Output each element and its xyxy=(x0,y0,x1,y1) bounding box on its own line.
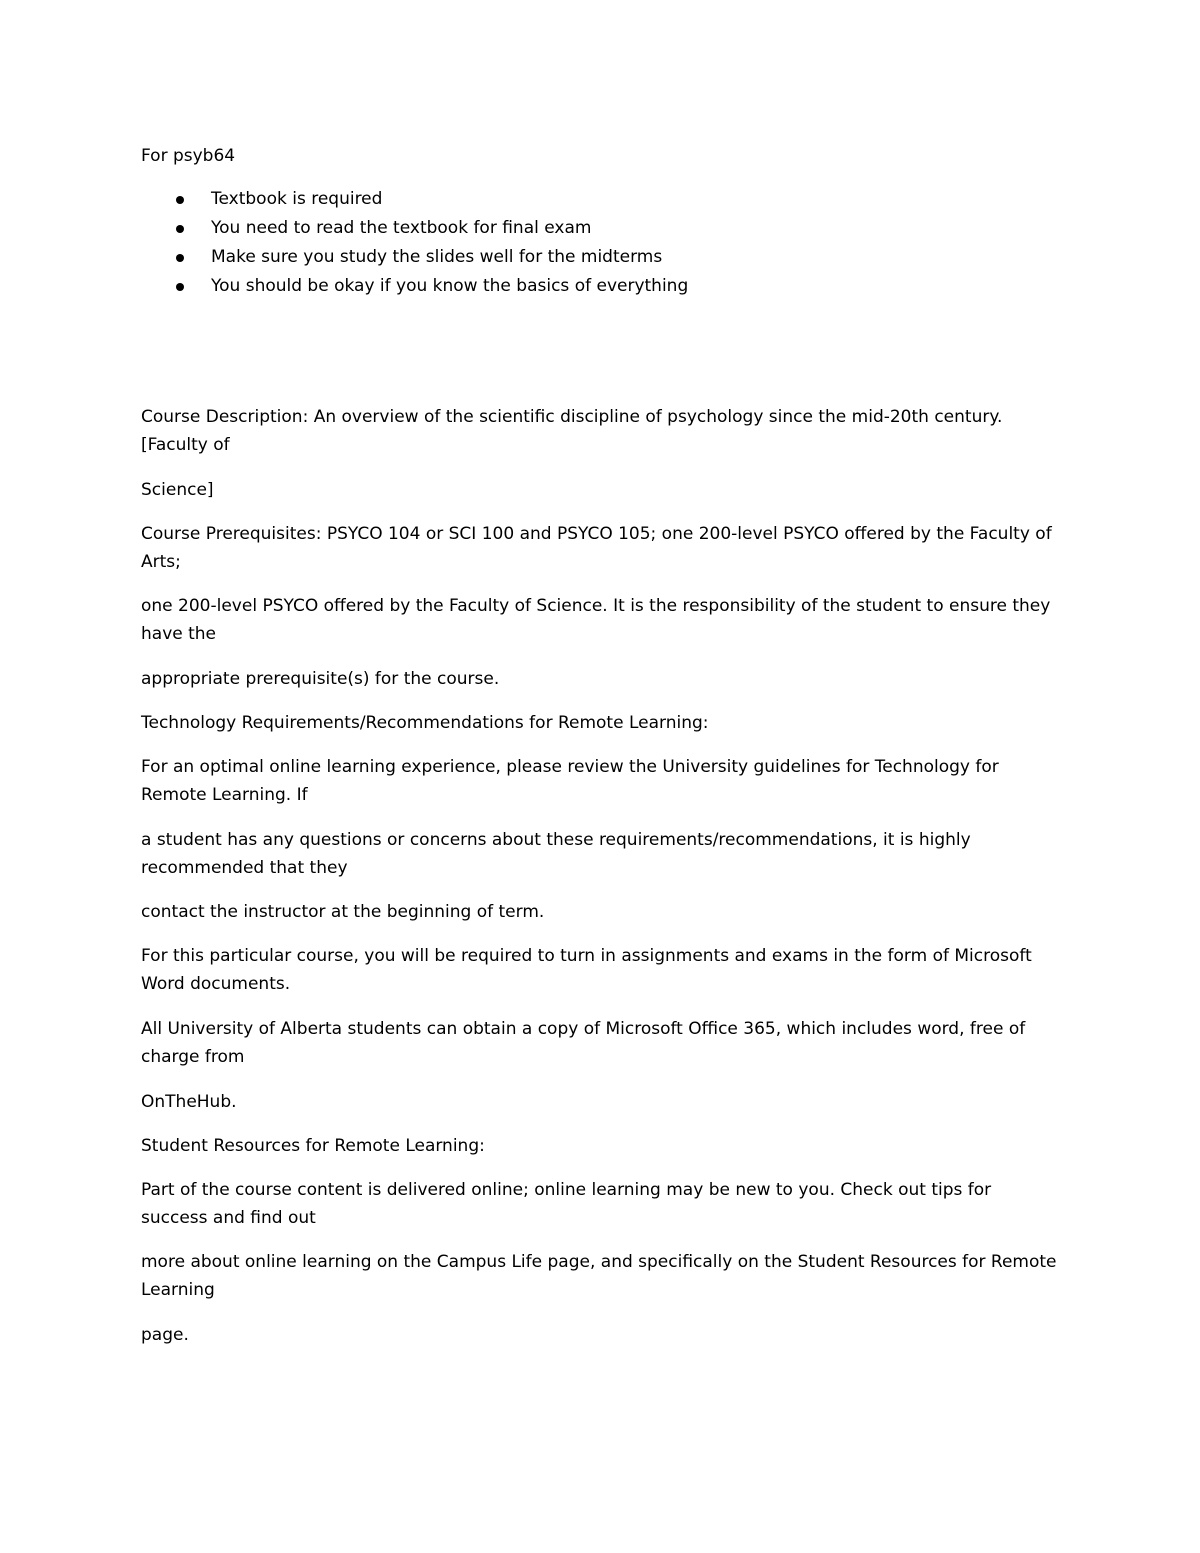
list-item xyxy=(141,185,1041,214)
list-item-text: You should be okay if you know the basics of everything xyxy=(211,276,689,296)
paragraph-prerequisites-continued: one 200-level PSYCO offered by the Faculty of Science. It is the responsibility of the student to ensure they have the xyxy=(141,596,1051,644)
list-item xyxy=(141,214,1041,243)
paragraph-prerequisites-end: appropriate prerequisite(s) for the course. xyxy=(141,669,500,689)
paragraph-faculty: Science] xyxy=(141,480,214,500)
paragraph-campus-life: more about online learning on the Campus Life page, and specifically on the Student Resources for Remote Learning xyxy=(141,1252,1057,1300)
paragraph-online-content: Part of the course content is delivered online; online learning may be new to you. Check out tips for success and find out xyxy=(141,1180,992,1228)
list-item-text: Make sure you study the slides well for the midterms xyxy=(211,247,663,267)
paragraph-technology-heading: Technology Requirements/Recommendations for Remote Learning: xyxy=(141,713,709,733)
list-item xyxy=(141,272,1041,301)
paragraph-word-documents: For this particular course, you will be required to turn in assignments and exams in the form of Microsoft Word documents. xyxy=(141,946,1032,994)
paragraph-technology-questions: a student has any questions or concerns about these requirements/recommendations, it is highly recommended that they xyxy=(141,830,971,878)
list-item xyxy=(141,243,1041,272)
document-heading: For psyb64 xyxy=(141,146,236,166)
paragraph-technology-guidelines: For an optimal online learning experience, please review the University guidelines for Technology for Remote Learning. If xyxy=(141,757,999,805)
paragraph-contact-instructor: contact the instructor at the beginning of term. xyxy=(141,902,545,922)
notes-bullet-list xyxy=(141,185,1041,301)
paragraph-office-365: All University of Alberta students can obtain a copy of Microsoft Office 365, which includes word, free of charge from xyxy=(141,1019,1026,1067)
list-item-text: Textbook is required xyxy=(211,189,383,209)
bullet-icon xyxy=(176,225,184,233)
paragraph-student-resources-heading: Student Resources for Remote Learning: xyxy=(141,1136,485,1156)
bullet-icon xyxy=(176,283,184,291)
bullet-icon xyxy=(176,254,184,262)
bullet-icon xyxy=(176,196,184,204)
paragraph-page-end: page. xyxy=(141,1325,189,1345)
list-item-text: You need to read the textbook for final exam xyxy=(211,218,592,238)
paragraph-prerequisites: Course Prerequisites: PSYCO 104 or SCI 100 and PSYCO 105; one 200-level PSYCO offered by the Faculty of Arts; xyxy=(141,524,1052,572)
paragraph-course-description: Course Description: An overview of the scientific discipline of psychology since the mid-20th century. [Faculty of xyxy=(141,407,1003,455)
paragraph-onthehub: OnTheHub. xyxy=(141,1092,237,1112)
